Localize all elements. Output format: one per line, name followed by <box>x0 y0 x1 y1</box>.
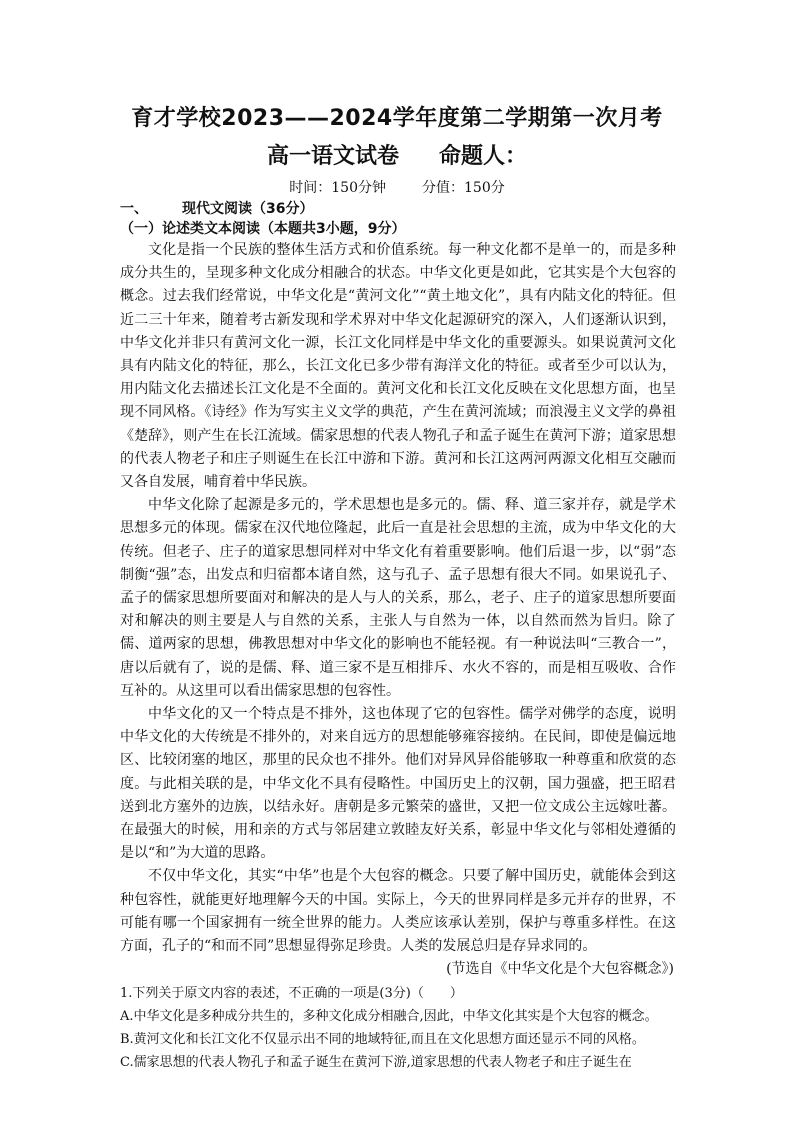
article-paragraph: 中华文化的又一个特点是不排外，这也体现了它的包容性。儒学对佛学的态度，说明中华文化的大传统是不排外的，对来自远方的思想能够雍容接纳。在民间，即使是偏远地区、比较闭塞的地区，那里的民众也不排外。他们对异风异俗能够取一种尊重和欣赏的态度。与此相关联的是，中华文化不具有侵略性。中国历史上的汉朝，国力强盛，把王昭君送到北方塞外的边族，以结永好。唐朝是多元繁荣的盛世，又把一位文成公主远嫁吐蕃。在最强大的时候，用和亲的方式与邻居建立敦睦友好关系，彰显中华文化与邻相处遵循的是以“和”为大道的思路。 <box>120 706 676 862</box>
section-title: 现代文阅读（36分） <box>182 201 314 217</box>
article-paragraph: 文化是指一个民族的整体生活方式和价值系统。每一种文化都不是单一的，而是多种成分共生的，呈现多种文化成分相融合的状态。中华文化更是如此，它其实是个大包容的概念。过去我们经常说，中华文化是“黄河文化”“黄土地文化”，具有内陆文化的特征。但近二三十年来，随着考古新发现和学术界对中华文化起源研究的深入，人们逐渐认识到，中华文化并非只有黄河文化一源，长江文化同样是中华文化的重要源头。如果说黄河文化具有内陆文化的特征，那么，长江文化已多少带有海洋文化的特征。或者至少可以认为，用内陆文化去描述长江文化是不全面的。黄河文化和长江文化反映在文化思想方面，也呈现不同风格。《诗经》作为写实主义文学的典范，产生在黄河流域；而浪漫主义文学的鼻祖《楚辞》，则产生在长江流域。儒家思想的代表人物孔子和孟子诞生在黄河下游；道家思想的代表人物老子和庄子则诞生在长江中游和下游。黄河和长江这两河两源文化相互交融而又各自发展，哺育着中华民族。 <box>120 242 676 491</box>
article-source: (节选自《中华文化是个大包容概念》) <box>446 961 674 978</box>
exam-meta <box>0 178 794 198</box>
subject-label: 高一语文试卷 <box>266 144 399 169</box>
article-paragraph: 中华文化除了起源是多元的，学术思想也是多元的。儒、释、道三家并存，就是学术思想多元的体现。儒家在汉代地位隆起，此后一直是社会思想的主流，成为中华文化的大传统。但老子、庄子的道家思想同样对中华文化有着重要影响。他们后退一步，以“弱”态制衡“强”态，出发点和归宿都本诸自然，这与孔子、孟子思想有很大不同。如果说孔子、孟子的儒家思想所要面对和解决的是人与人的关系，那么，老子、庄子的道家思想所要面对和解决的则主要是人与自然的关系，主张人与自然为一体，以自然而然为旨归。除了儒、道两家的思想，佛教思想对中华文化的影响也不能轻视。有一种说法叫“三教合一”，唐以后就有了，说的是儒、释、道三家不是互相排斥、水火不容的，而是相互吸收、合作互补的。从这里可以看出儒家思想的包容性。 <box>120 497 676 699</box>
time-text: 时间：150分钟 <box>289 180 386 196</box>
article-body <box>120 239 676 1074</box>
option-c: C.儒家思想的代表人物孔子和孟子诞生在黄河下游,道家思想的代表人物老子和庄子诞生在 <box>120 1055 632 1071</box>
exam-title: 育才学校2023——2024学年度第二学期第一次月考 <box>131 106 663 131</box>
option-b: B.黄河文化和长江文化不仅显示出不同的地域特征,而且在文化思想方面还显示不同的风格。 <box>120 1031 645 1047</box>
score-text: 分值：150分 <box>422 180 505 196</box>
setter-label: 命题人： <box>439 144 528 169</box>
article-paragraph: 不仅中华文化，其实“中华”也是个大包容的概念。只要了解中国历史，就能体会到这种包容性，就能更好地理解今天的中国。实际上，今天的世界同样是多元并存的世界，不可能有哪一个国家拥有一统全世界的能力。人类应该承认差别，保护与尊重多样性。在这方面，孔子的“和而不同”思想显得弥足珍贵。人类的发展总归是存异求同的。 <box>120 868 676 955</box>
section-number: 一、 <box>120 201 148 217</box>
question-stem: 1.下列关于原文内容的表述，不正确的一项是(3分)（ ） <box>120 985 463 1001</box>
subsection-heading: （一）论述类文本阅读（本题共3小题，9分） <box>120 221 406 237</box>
section-heading <box>120 199 313 219</box>
option-a: A.中华文化是多种成分共生的，多种文化成分相融合,因此，中华文化其实是个大包容的概念。 <box>120 1008 658 1024</box>
exam-subtitle <box>0 142 794 172</box>
